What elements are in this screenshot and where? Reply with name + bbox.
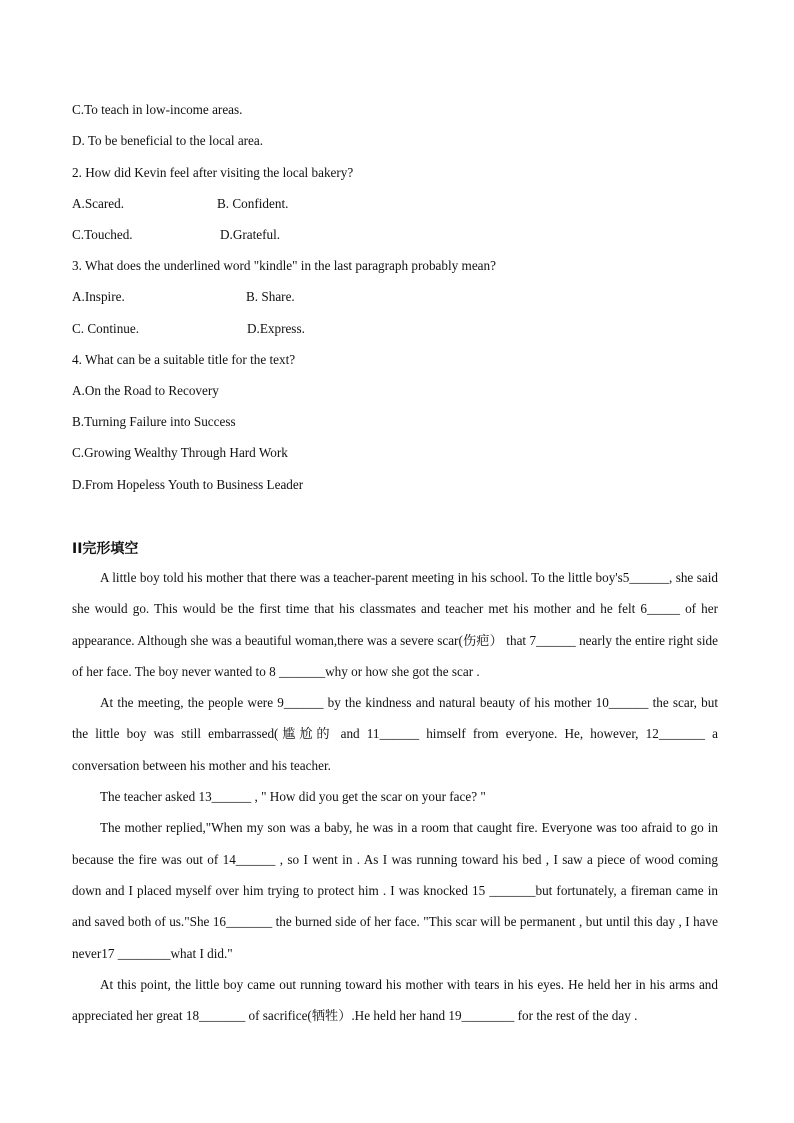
section-heading-cloze: II完形填空 [72,541,139,557]
q2-option-b: B. Confident. [217,196,289,211]
q2-stem: 2. How did Kevin feel after visiting the local bakery? [72,165,354,180]
q1-option-d: D. To be beneficial to the local area. [72,133,264,148]
q2-option-c: C.Touched. [72,227,133,242]
q4-option-d: D.From Hopeless Youth to Business Leader [72,477,304,492]
q4-option-a: A.On the Road to Recovery [72,383,219,398]
cloze-paragraph: At this point, the little boy came out running toward his mother with tears in his eyes. He held her in his arms and appreciated her great 18_______ of sacrifice(牺牲）.He held her hand 19________ for the rest of the day . [72,976,718,1024]
cloze-paragraph: The teacher asked 13______ , " How did you get the scar on your face? " [100,789,486,805]
q4-option-c: C.Growing Wealthy Through Hard Work [72,445,288,460]
q3-option-b: B. Share. [246,289,295,304]
q1-option-c: C.To teach in low-income areas. [72,102,243,117]
cloze-passage [72,562,718,1031]
cloze-paragraph: At the meeting, the people were 9______ by the kindness and natural beauty of his mother 10______ the scar, but the little boy was still embarrassed(尴尬的 and 11______ himself from everyone. He, however, 12_______ a conversation between his mother and his teacher. [72,695,718,773]
cloze-paragraph: The mother replied,"When my son was a baby, he was in a room that caught fire. Everyone was too afraid to go in because the fire was out of 14______ , so I went in . As I was running toward his bed , I saw a piece of wood coming down and I placed myself over him trying to protect him . I was knocked 15 _______but fortunately, a fireman came in and saved both of us."She 16_______ the burned side of her face. "This scar will be permanent , but until this day , I have never17 ________what I did." [72,820,718,961]
q4-option-b: B.Turning Failure into Success [72,414,236,429]
q3-stem: 3. What does the underlined word "kindle" in the last paragraph probably mean? [72,258,496,273]
cloze-paragraph: A little boy told his mother that there was a teacher-parent meeting in his school. To the little boy's5______, she said she would go. This would be the first time that his classmates and teacher met his mother and he felt 6_____ of her appearance. Although she was a beautiful woman,there was a severe scar(伤疤） that 7______ nearly the entire right side of her face. The boy never wanted to 8 _______why or how she got the scar . [72,570,718,679]
q4-stem: 4. What can be a suitable title for the text? [72,352,296,367]
q2-option-d: D.Grateful. [220,227,281,242]
q3-option-a: A.Inspire. [72,289,125,304]
q3-option-d: D.Express. [247,321,305,336]
q2-option-a: A.Scared. [72,196,124,211]
q3-option-c: C. Continue. [72,321,140,336]
